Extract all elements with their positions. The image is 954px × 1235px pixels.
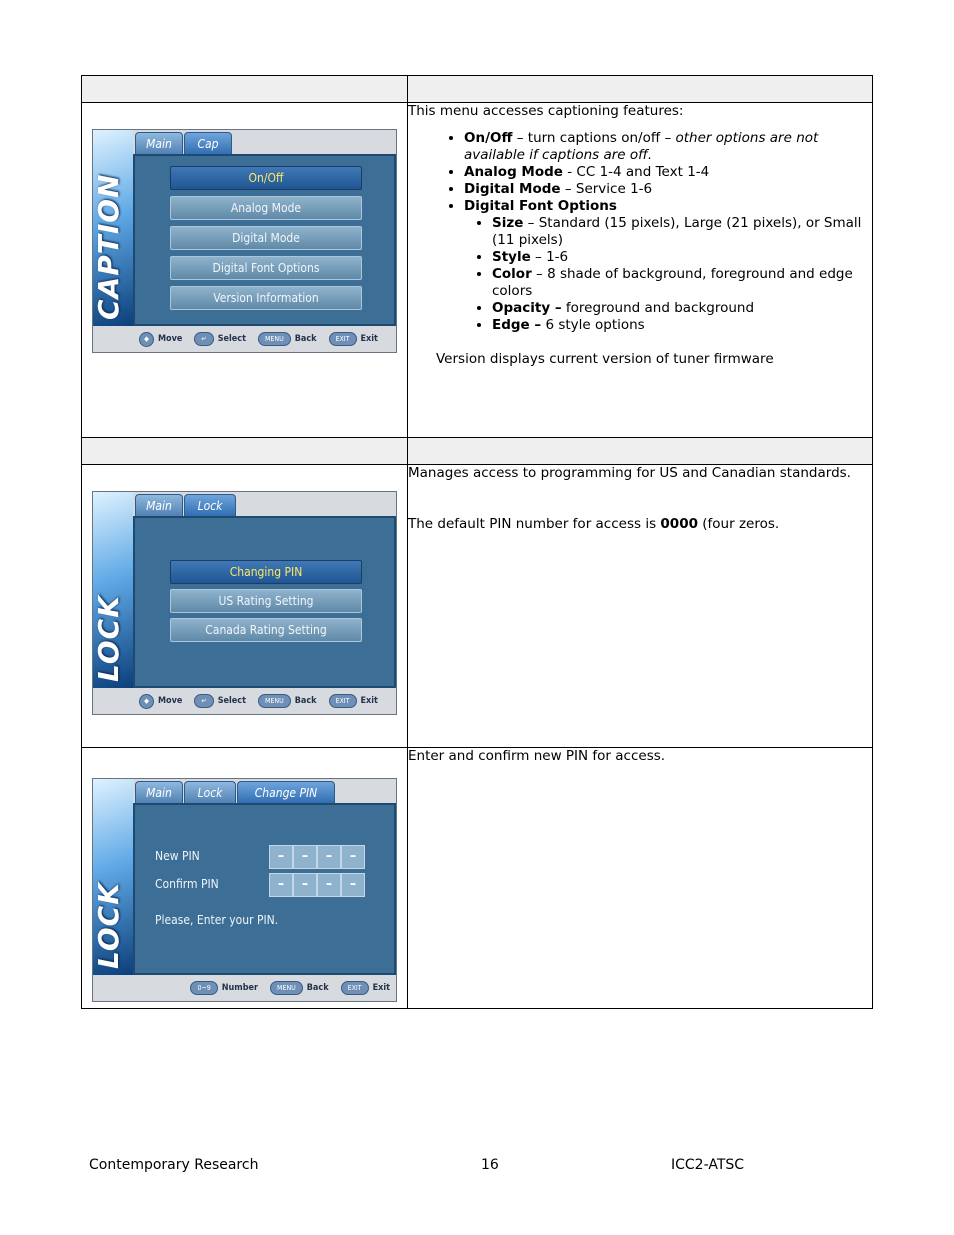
tab-lock[interactable]: Lock — [184, 494, 236, 517]
table-header-row — [82, 76, 873, 103]
change-pin-paragraph: Enter and confirm new PIN for access. — [408, 748, 666, 764]
exit-label: Exit — [360, 696, 378, 706]
list-item: • Color – 8 shade of background, foreground and edge colors — [492, 266, 872, 300]
lock-paragraph-1: Manages access to programming for US and Canadian standards. — [408, 465, 851, 481]
move-label: Move — [158, 696, 183, 706]
caption-intro: This menu accesses captioning features: — [408, 103, 684, 119]
new-pin-digit-2[interactable]: – — [293, 845, 317, 869]
header-cell-left — [82, 76, 408, 103]
screen-footer — [133, 688, 396, 714]
header-cell-right — [408, 76, 873, 103]
change-pin-row — [82, 748, 873, 1009]
select-label: Select — [217, 334, 246, 344]
menu-key-icon: MENU — [258, 332, 291, 346]
caption-menu-screen — [92, 129, 397, 353]
footer-model: ICC2-ATSC — [671, 1157, 745, 1173]
content-table — [81, 75, 873, 1009]
number-label: Number — [221, 983, 259, 993]
menu-item-on-off[interactable]: On/Off — [170, 166, 362, 190]
enter-icon: ↵ — [194, 332, 213, 346]
lock-screenshot-cell — [82, 465, 408, 748]
exit-label: Exit — [372, 983, 390, 993]
tab-change-pin[interactable]: Change PIN — [237, 781, 335, 804]
side-bar-label: CAPTION — [92, 173, 125, 320]
screen-footer — [133, 975, 396, 1001]
font-options-list — [464, 215, 872, 334]
back-label: Back — [306, 983, 329, 993]
list-item: • Edge – 6 style options — [492, 317, 872, 334]
menu-item-analog-mode[interactable]: Analog Mode — [170, 196, 362, 220]
menu-item-digital-font-options[interactable]: Digital Font Options — [170, 256, 362, 280]
menu-key-icon: MENU — [258, 694, 291, 708]
list-item: • Digital Font Options • Size – Standard (15 pixels), Large (21 pixels), or Small (11 pixels) • Style – 1-6 • Color – 8 shade of background, foreground and edge colors • Opacity – foreground and background • Edge – 6 style options — [464, 198, 872, 334]
header-cell-right — [408, 438, 873, 465]
header-cell-left — [82, 438, 408, 465]
caption-description-cell — [408, 103, 873, 438]
new-pin-digit-1[interactable]: – — [269, 845, 293, 869]
move-label: Move — [158, 334, 183, 344]
side-bar-label: LOCK — [92, 882, 125, 969]
menu-panel — [133, 154, 396, 326]
tab-main[interactable]: Main — [135, 494, 183, 517]
table-header-row — [82, 438, 873, 465]
caption-row — [82, 103, 873, 438]
enter-icon: ↵ — [194, 694, 213, 708]
new-pin-digit-3[interactable]: – — [317, 845, 341, 869]
menu-item-us-rating-setting[interactable]: US Rating Setting — [170, 589, 362, 613]
move-icon: ◆ — [139, 694, 154, 709]
confirm-pin-label: Confirm PIN — [155, 877, 219, 891]
tab-main[interactable]: Main — [135, 781, 183, 804]
exit-label: Exit — [360, 334, 378, 344]
screen-footer — [133, 326, 396, 352]
confirm-pin-digit-4[interactable]: – — [341, 873, 365, 897]
number-key-icon: 0~9 — [190, 981, 217, 995]
list-item: • Size – Standard (15 pixels), Large (21 pixels), or Small (11 pixels) — [492, 215, 872, 249]
menu-panel — [133, 516, 396, 688]
menu-item-changing-pin[interactable]: Changing PIN — [170, 560, 362, 584]
change-pin-description-cell — [408, 748, 873, 1009]
caption-feature-list — [408, 130, 872, 334]
lock-paragraph-2: The default PIN number for access is 0000 (four zeros. — [408, 516, 780, 532]
side-bar — [93, 779, 133, 975]
tab-cap[interactable]: Cap — [184, 132, 232, 155]
side-bar — [93, 492, 133, 688]
confirm-pin-digit-1[interactable]: – — [269, 873, 293, 897]
footer-company: Contemporary Research — [89, 1157, 259, 1173]
menu-item-digital-mode[interactable]: Digital Mode — [170, 226, 362, 250]
back-label: Back — [294, 334, 317, 344]
lock-row — [82, 465, 873, 748]
list-item: • Digital Mode – Service 1-6 — [464, 181, 872, 198]
new-pin-label: New PIN — [155, 849, 200, 863]
menu-item-version-information[interactable]: Version Information — [170, 286, 362, 310]
select-label: Select — [217, 696, 246, 706]
pin-panel — [133, 803, 396, 975]
version-note: Version displays current version of tuner firmware — [436, 351, 774, 367]
exit-key-icon: EXIT — [329, 694, 357, 708]
exit-key-icon: EXIT — [329, 332, 357, 346]
list-item: • On/Off – turn captions on/off – other options are not available if captions are off. — [464, 130, 872, 164]
list-item: • Style – 1-6 — [492, 249, 872, 266]
pin-message: Please, Enter your PIN. — [155, 913, 279, 927]
side-bar-label: LOCK — [92, 595, 125, 682]
list-item: • Analog Mode - CC 1-4 and Text 1-4 — [464, 164, 872, 181]
change-pin-screen — [92, 778, 397, 1002]
menu-key-icon: MENU — [270, 981, 303, 995]
confirm-pin-digit-2[interactable]: – — [293, 873, 317, 897]
caption-screenshot-cell — [82, 103, 408, 438]
confirm-pin-digit-3[interactable]: – — [317, 873, 341, 897]
lock-description-cell — [408, 465, 873, 748]
menu-item-canada-rating-setting[interactable]: Canada Rating Setting — [170, 618, 362, 642]
tab-lock[interactable]: Lock — [184, 781, 236, 804]
back-label: Back — [294, 696, 317, 706]
list-item: • Opacity – foreground and background — [492, 300, 872, 317]
change-pin-screenshot-cell — [82, 748, 408, 1009]
tab-main[interactable]: Main — [135, 132, 183, 155]
side-bar — [93, 130, 133, 326]
new-pin-digit-4[interactable]: – — [341, 845, 365, 869]
lock-menu-screen — [92, 491, 397, 715]
move-icon: ◆ — [139, 332, 154, 347]
exit-key-icon: EXIT — [341, 981, 369, 995]
footer-page-number: 16 — [481, 1157, 499, 1173]
